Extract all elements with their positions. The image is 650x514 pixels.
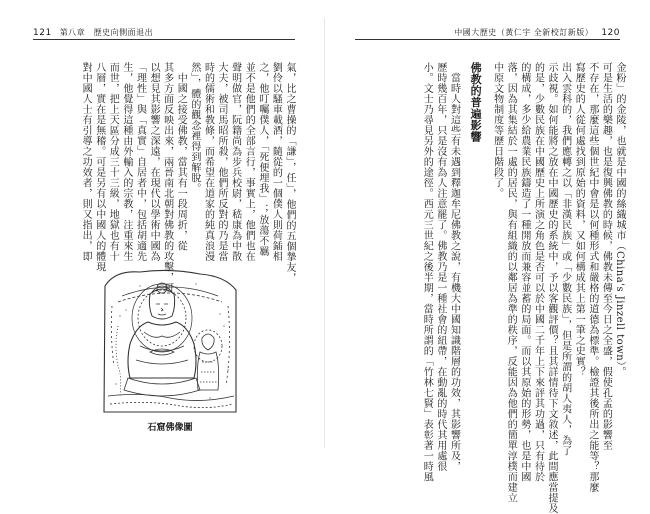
- right-header-rule: [355, 39, 620, 40]
- left-header-rule: [33, 39, 295, 40]
- text-line: 劉伶以騷車載酒，隨從的一個僕人則荷鍤相: [270, 62, 282, 262]
- text-line: 的是，少數民族在中國歷史上所演之角色是否可以於中國二千年上下來評其功過，只有待於: [532, 62, 544, 482]
- section-spacer: [482, 62, 490, 380]
- left-page: [0, 0, 325, 461]
- text-line: 當時人對這些有未遇到釋迦牟尼佛教之說，有機大中國知識階層的功效，其影響所及，: [448, 62, 460, 472]
- text-line: 寫歷史的人從何處找到原始的資料，又如何構成其上第一筆之史實？: [573, 62, 585, 377]
- right-header-title: 中國大歷史（黃仁宇 全新校訂新版）: [454, 28, 594, 37]
- text-line: 出入雲科的，我們應轉之以「非漢民族」或「少數民族」，但是所謂的胡人夷人，為了: [559, 62, 571, 456]
- left-header-title: 第八章 歷史向側面退出: [59, 28, 154, 37]
- cave-buddha-illustration: [100, 266, 240, 414]
- text-line: 落，因為其集結於一處的居民，與有組織的以鄰居為準的秩序，反能因為他們的簡單淳樸而建立: [505, 62, 517, 503]
- text-line: 而世，把上天區分成三十三級，地獄也有十: [107, 62, 119, 262]
- section-spacer: [460, 62, 468, 380]
- text-line: 以想見其影響之深遠，在現代以學術中國為: [148, 62, 160, 262]
- text-line: 生，他覺得這種由外輸入的宗教，注重來生: [120, 62, 132, 262]
- text-line: 中國之接受佛教，當其有一段周折，從: [175, 62, 187, 251]
- right-page: [325, 0, 650, 514]
- text-line: 大夫，被司馬昭所殺，他們所反對的乃是當: [216, 62, 228, 262]
- left-page-number: 121: [33, 28, 52, 38]
- section-heading: 佛教的普遍影響: [469, 62, 483, 143]
- text-line: 不存在，那麼這些個世紀中會是以何種形式和嚴格的道德為標準。檢證其後所出之能等？那麼: [586, 62, 598, 493]
- text-line: 可是生活的樂趣，也是復興佛教的時候，佛教未傳至今日之全盛，假使孔孟的影響至: [600, 62, 612, 451]
- text-line: 金粉」的金陵，也就是中國的絲織城市（China's Jinzell town）。: [614, 62, 625, 378]
- left-running-header: [33, 27, 153, 38]
- text-line: 八層，實在是無稽。可是另有以中國人的體現: [93, 62, 105, 272]
- text-line: 然」，體的觀念裡得到解脫。: [188, 62, 200, 194]
- text-line: 歷時幾百年，只是沒有為人注意罷了。佛教乃是一種社會的紐帶，在動亂的時代其用處很: [434, 62, 446, 472]
- text-line: 其多方面反映出來，兩晉南北朝對佛教的攻擊，可: [161, 62, 173, 293]
- text-line: 示歧視。如何能將之放在中國歷史的系統中，予以客觀評價？且其詳情待下文敘述，此間應當提及: [546, 62, 558, 514]
- text-line: 時的儒術和教條，而希望在道家的純真浪漫: [202, 62, 214, 262]
- left-body-text: [38, 62, 296, 293]
- text-line: 並不是他們的全部言行，事實上，他們也在: [243, 62, 255, 262]
- illustration-caption: 石窟佛像圖: [147, 423, 193, 433]
- text-line: 之，他叮囑僕人，「死便埋我」；放蕩不羈: [256, 62, 268, 257]
- right-body-text: [361, 62, 626, 514]
- text-line: 對中國人士有引導之功效者，則又指出，即: [80, 62, 92, 262]
- text-line: 「理性」與「真實」自居者中，包括胡適先: [134, 62, 146, 262]
- text-line: 的構成，多少給農業民族鑄造了一種開放而兼容並蓄的局面。而以其原始的形勢，也是中國: [518, 62, 530, 482]
- text-line: 小。文士乃尋見另外的途徑。西元三世紀之後半期，當時所謂的「竹林七賢」表彰著一時風: [421, 62, 433, 482]
- right-running-header: [454, 27, 620, 38]
- text-line: 聲明做官，阮籍尚為步兵校尉，嵇康為中散: [229, 62, 241, 262]
- right-page-number: 120: [601, 28, 620, 38]
- text-line: 氣，比之曹操的「謙」，任」，他們的五個摯友，: [284, 62, 295, 283]
- text-line: 中原文物制度等歷日階段了。: [491, 62, 503, 199]
